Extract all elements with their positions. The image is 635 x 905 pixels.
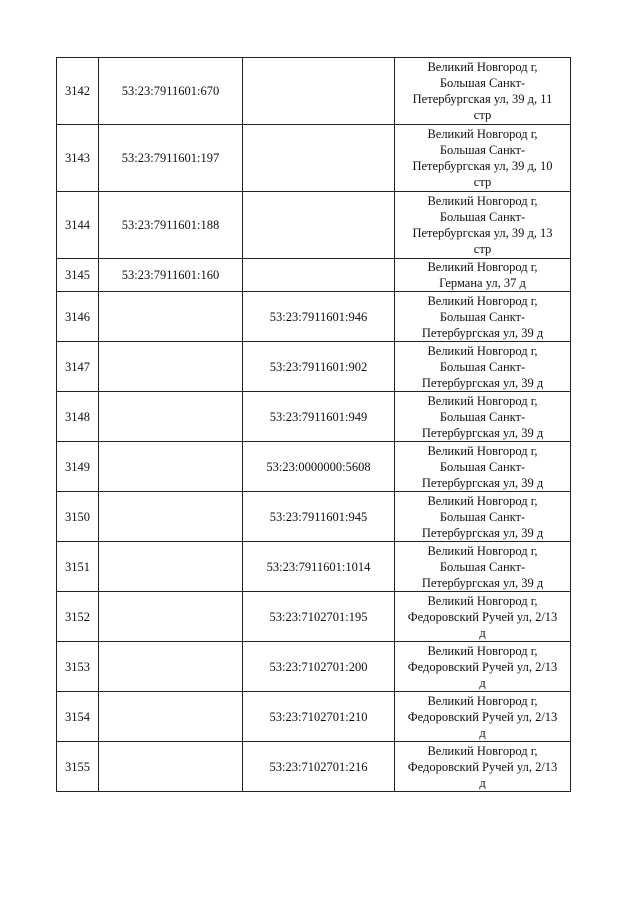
parcel-cadastral-number [99,642,243,692]
parcel-cadastral-number: 53:23:7911601:188 [99,192,243,259]
table-row [57,192,571,259]
address-line: Петербургская ул, 39 д, 13 [412,226,553,240]
address-line: Большая Санкт- [439,509,526,524]
table-row [57,342,571,392]
parcel-cadastral-number: 53:23:7911601:160 [99,259,243,292]
address-line: Большая Санкт- [439,409,526,424]
object-cadastral-number [243,125,395,192]
address-line: Петербургская ул, 39 д [421,575,544,590]
address-line: Великий Новгород г, [427,343,538,358]
address-line: Федоровский Ручей ул, 2/13 [407,709,558,724]
row-number: 3152 [57,592,99,642]
address-line: Великий Новгород г, [427,443,538,458]
object-cadastral-number: 53:23:7911601:946 [243,292,395,342]
address-line: д [479,625,486,640]
parcel-cadastral-number [99,692,243,742]
address-cell [395,342,571,392]
object-cadastral-number: 53:23:7911601:949 [243,392,395,442]
address-cell [395,442,571,492]
address-cell [395,125,571,192]
address-line: Большая Санкт- [439,459,526,474]
address-line: Великий Новгород г, [427,743,538,758]
address-line: стр [473,242,492,256]
address-line: стр [473,175,492,189]
address-line: Великий Новгород г, [427,194,538,208]
table-row [57,592,571,642]
row-number: 3153 [57,642,99,692]
table-row [57,292,571,342]
address-line: Великий Новгород г, [427,643,538,658]
address-line: Петербургская ул, 39 д [421,525,544,540]
table-row [57,125,571,192]
object-cadastral-number: 53:23:7102701:216 [243,742,395,792]
address-cell [395,492,571,542]
row-number: 3143 [57,125,99,192]
address-cell [395,742,571,792]
registry-table [56,57,571,792]
address-cell [395,392,571,442]
parcel-cadastral-number [99,592,243,642]
address-line: Большая Санкт- [439,76,526,90]
address-cell [395,642,571,692]
table-row [57,58,571,125]
address-line: Великий Новгород г, [427,493,538,508]
address-line: Большая Санкт- [439,559,526,574]
address-line: Федоровский Ручей ул, 2/13 [407,759,558,774]
parcel-cadastral-number: 53:23:7911601:197 [99,125,243,192]
address-cell [395,292,571,342]
parcel-cadastral-number [99,442,243,492]
table-row [57,542,571,592]
table-row [57,692,571,742]
object-cadastral-number [243,259,395,292]
row-number: 3146 [57,292,99,342]
object-cadastral-number: 53:23:7911601:1014 [243,542,395,592]
row-number: 3151 [57,542,99,592]
address-line: д [479,725,486,740]
row-number: 3148 [57,392,99,442]
row-number: 3144 [57,192,99,259]
object-cadastral-number: 53:23:7102701:210 [243,692,395,742]
row-number: 3145 [57,259,99,292]
row-number: 3150 [57,492,99,542]
address-line: Великий Новгород г, [427,693,538,708]
address-cell [395,542,571,592]
row-number: 3142 [57,58,99,125]
table-row [57,642,571,692]
address-cell [395,192,571,259]
address-cell [395,592,571,642]
address-line: Великий Новгород г, [427,60,538,74]
address-line: Великий Новгород г, [427,593,538,608]
row-number: 3155 [57,742,99,792]
address-cell [395,58,571,125]
address-line: д [479,775,486,790]
address-line: Петербургская ул, 39 д [421,425,544,440]
address-line: Великий Новгород г, [427,127,538,141]
address-line: Великий Новгород г, [427,393,538,408]
object-cadastral-number: 53:23:7102701:195 [243,592,395,642]
table-row [57,259,571,292]
object-cadastral-number: 53:23:7102701:200 [243,642,395,692]
table-row [57,442,571,492]
address-line: Великий Новгород г, [427,293,538,308]
parcel-cadastral-number [99,492,243,542]
address-cell [395,692,571,742]
address-line: Большая Санкт- [439,309,526,324]
address-line: д [479,675,486,690]
table-row [57,742,571,792]
address-line: стр [473,108,492,122]
parcel-cadastral-number [99,542,243,592]
address-line: Великий Новгород г, [427,543,538,558]
address-line: Петербургская ул, 39 д [421,325,544,340]
object-cadastral-number [243,192,395,259]
object-cadastral-number: 53:23:7911601:945 [243,492,395,542]
object-cadastral-number [243,58,395,125]
address-line: Большая Санкт- [439,143,526,157]
address-cell [395,259,571,292]
address-line: Большая Санкт- [439,359,526,374]
address-line: Петербургская ул, 39 д [421,375,544,390]
address-line: Петербургская ул, 39 д [421,475,544,490]
address-line: Петербургская ул, 39 д, 10 [412,159,553,173]
address-line: Федоровский Ручей ул, 2/13 [407,659,558,674]
address-line: Федоровский Ручей ул, 2/13 [407,609,558,624]
parcel-cadastral-number [99,392,243,442]
row-number: 3154 [57,692,99,742]
address-line: Большая Санкт- [439,210,526,224]
parcel-cadastral-number: 53:23:7911601:670 [99,58,243,125]
row-number: 3149 [57,442,99,492]
address-line: Петербургская ул, 39 д, 11 [412,92,553,106]
parcel-cadastral-number [99,742,243,792]
parcel-cadastral-number [99,342,243,392]
address-line: Великий Новгород г, [427,260,538,274]
table-row [57,492,571,542]
row-number: 3147 [57,342,99,392]
table-row [57,392,571,442]
parcel-cadastral-number [99,292,243,342]
object-cadastral-number: 53:23:0000000:5608 [243,442,395,492]
object-cadastral-number: 53:23:7911601:902 [243,342,395,392]
address-line: Германа ул, 37 д [439,276,526,290]
